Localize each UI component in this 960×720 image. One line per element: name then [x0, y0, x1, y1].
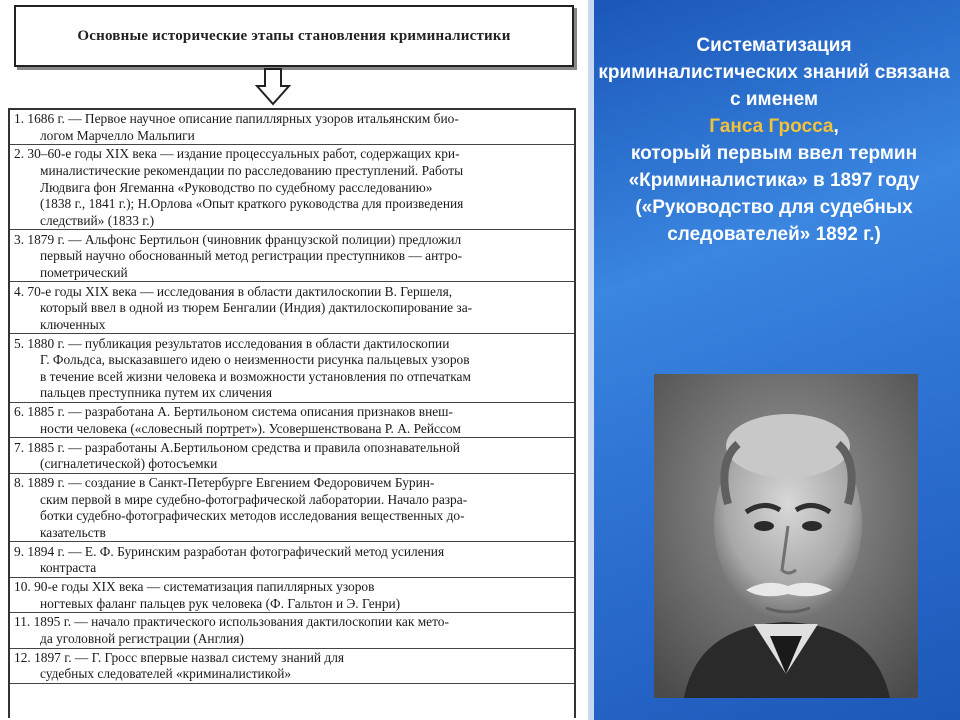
caption-part3: который первым ввел термин «Криминалистика» в 1897 году («Руководство для судебных следователей» 1892 г.) — [628, 143, 920, 245]
portrait-photo — [654, 374, 918, 698]
list-item-line: миналистические рекомендации по расследованию преступлений. Работы — [40, 162, 464, 178]
slide-caption — [598, 32, 950, 248]
list-item-line: ключенных — [40, 316, 106, 332]
list-item-line: 5. 1880 г. — публикация результатов исследования в области дактилоскопии — [14, 335, 450, 351]
list-item-line: (1838 г., 1841 г.); Н.Орлова «Опыт краткого руководства для произведения — [40, 196, 464, 212]
list-item-line: ности человека («словесный портрет»). Усовершенствована Р. А. Рейссом — [40, 420, 461, 436]
list-item-line: ботки судебно-фотографических методов исследования вещественных до- — [40, 508, 465, 524]
list-item-line: казательств — [40, 524, 106, 540]
list-item — [10, 335, 574, 403]
list-item-line: 7. 1885 г. — разработаны А.Бертильоном средства и правила опознавательной — [14, 439, 460, 455]
list-item-line: в течение всей жизни человека и возможности установления по отпечаткам — [40, 368, 471, 384]
list-item — [10, 110, 574, 145]
list-item-line: 11. 1895 г. — начало практического использования дактилоскопии как мето- — [14, 614, 449, 630]
list-item — [10, 145, 574, 230]
list-item — [10, 283, 574, 335]
list-item-line: логом Марчелло Мальпиги — [40, 127, 195, 143]
list-item — [10, 543, 574, 578]
list-item-line: 9. 1894 г. — Е. Ф. Буринским разработан фотографический метод усиления — [14, 543, 445, 559]
title-box — [14, 5, 574, 67]
list-item-line: 10. 90-е годы XIX века — систематизация папиллярных узоров — [14, 579, 375, 594]
list-item — [10, 613, 574, 648]
list-item-line: Г. Фольдса, высказавшего идею о неизменности рисунка пальцевых узоров — [40, 352, 470, 368]
list-item-line: пальцев преступника путем их сличения — [40, 385, 272, 401]
list-item-line: судебных следователей «криминалистикой» — [40, 666, 292, 682]
down-arrow-icon — [255, 68, 291, 106]
list-item-line: 3. 1879 г. — Альфонс Бертильон (чиновник французской полиции) предложил — [14, 231, 462, 247]
list-item-line: ногтевых фаланг пальцев рук человека (Ф. Гальтон и Э. Генри) — [40, 595, 401, 611]
list-item — [10, 231, 574, 283]
list-item — [10, 649, 574, 684]
list-item-line: пометрический — [40, 264, 128, 280]
list-item-line: первый научно обоснованный метод регистрации преступников — антро- — [40, 248, 463, 264]
list-item-line: 6. 1885 г. — разработана А. Бертильоном система описания признаков внеш- — [14, 404, 453, 420]
list-item — [10, 474, 574, 542]
list-item-line: контраста — [40, 560, 97, 576]
list-item-line: 12. 1897 г. — Г. Гросс впервые назвал систему знаний для — [14, 649, 345, 665]
list-item-line: 8. 1889 г. — создание в Санкт-Петербурге Евгением Федоровичем Бурин- — [14, 475, 435, 490]
caption-comma: , — [833, 116, 839, 137]
list-item-line: следствий» (1833 г.) — [40, 212, 155, 228]
document-title: Основные исторические этапы становления криминалистики — [77, 27, 511, 44]
list-item-line: который ввел в одной из тюрем Бенгалии (Индия) дактилоскопирование за- — [40, 300, 473, 316]
list-item-line: 4. 70-е годы XIX века — исследования в области дактилоскопии В. Гершеля, — [14, 283, 453, 299]
stages-list — [8, 108, 576, 718]
list-item-line: да уголовной регистрации (Англия) — [40, 630, 244, 646]
caption-part1: Систематизация криминалистических знаний связана с именем — [598, 35, 950, 110]
list-item — [10, 439, 574, 474]
list-item — [10, 403, 574, 438]
divider-stripe — [588, 0, 594, 720]
list-item-line: ским первой в мире судебно-фотографической лаборатории. Начало разра- — [40, 491, 468, 507]
list-item-line: 1. 1686 г. — Первое научное описание папиллярных узоров итальянским био- — [14, 111, 459, 126]
caption-name-highlight: Ганса Гросса — [709, 116, 834, 137]
list-item-line: Людвига фон Ягеманна «Руководство по судебному расследованию» — [40, 179, 433, 195]
list-item-line: (сигналетической) фотосъемки — [40, 456, 218, 472]
list-item — [10, 578, 574, 613]
list-item-line: 2. 30–60-е годы XIX века — издание процессуальных работ, содержащих кри- — [14, 146, 460, 162]
